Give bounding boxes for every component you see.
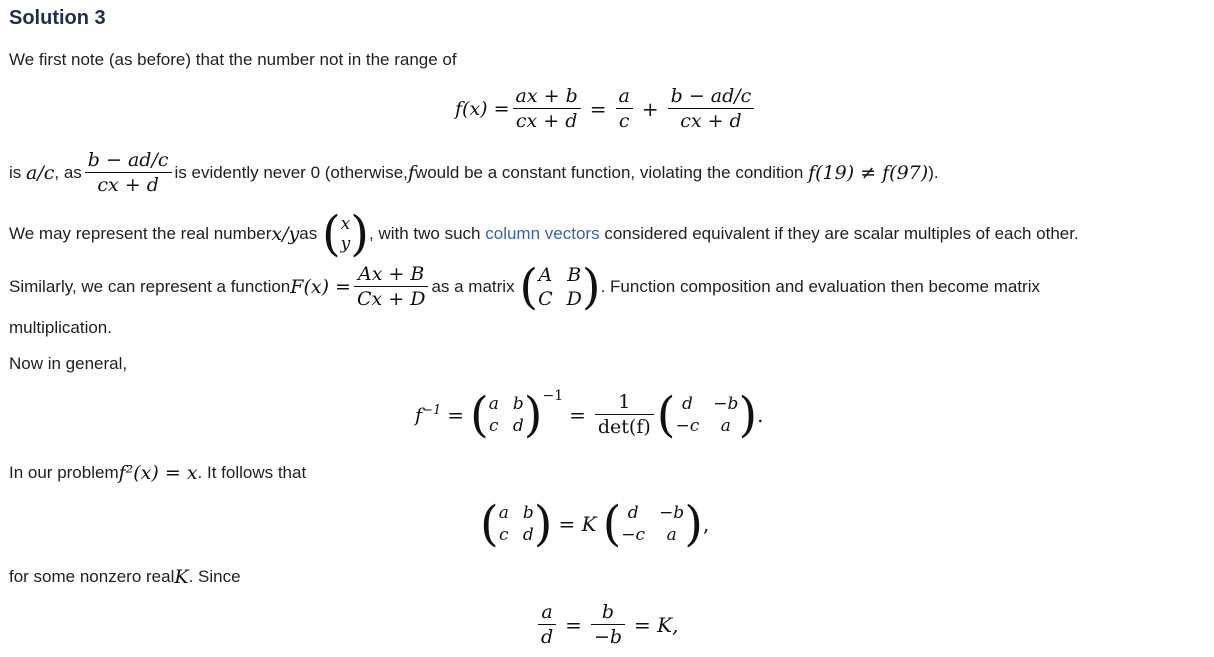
eq4-f1-numerator: a xyxy=(541,601,553,623)
equation-f-definition xyxy=(455,84,757,133)
eq1-f2-numerator: a xyxy=(618,85,630,107)
p4-text-post: . Function composition and evaluation then become matrix xyxy=(600,276,1040,296)
p4-matrix xyxy=(538,264,582,310)
p3-text-post2: considered equivalent if they are scalar multiples of each other. xyxy=(604,224,1079,243)
eq1-fraction-2 xyxy=(616,84,633,133)
eq2-matrix2-a: a xyxy=(720,415,731,436)
eq3-matrix-a: a xyxy=(498,503,509,523)
eq1-f1-numerator: ax + b xyxy=(515,85,578,107)
column-vectors-link[interactable]: column vectors xyxy=(485,224,600,243)
eq2-lhs: $f^{-1}$ xyxy=(415,402,442,427)
eq2-matrix-c: c xyxy=(489,415,499,436)
paragraph-multiplication: multiplication. xyxy=(9,318,112,337)
p4-matrix-c: C xyxy=(538,287,553,310)
eq1-lhs: f(x) = xyxy=(455,97,510,120)
eq3-matrix-2 xyxy=(621,503,684,545)
eq4-f2-denominator: −b xyxy=(593,626,623,648)
p4-frac-numerator: Ax + B xyxy=(358,263,425,285)
p4-matrix-d: D xyxy=(566,287,582,310)
p6-math: f²(x) = x xyxy=(118,462,198,484)
paragraph-nonzero-k xyxy=(9,566,241,588)
p3-left-paren: ( xyxy=(321,206,341,262)
eq3-equals-k: = K xyxy=(558,512,597,536)
p4-text-mid: as a matrix xyxy=(431,276,515,296)
p2-text-post: is evidently never 0 (otherwise, xyxy=(174,162,408,182)
eq3-matrix xyxy=(499,503,534,545)
eq4-f1-denominator: d xyxy=(541,626,554,648)
eq1-fraction-3 xyxy=(668,84,755,133)
eq4-equals-k: = K, xyxy=(634,612,679,637)
p2-text-mid: , as xyxy=(54,162,82,182)
eq2-equals-2: = xyxy=(569,402,586,427)
p4-right-paren: ) xyxy=(581,258,601,315)
p3-math-x-over-y: x/y xyxy=(271,223,300,245)
paragraph-range xyxy=(9,148,939,197)
eq4-fraction-2 xyxy=(591,600,625,649)
p4-text-pre: Similarly, we can represent a function xyxy=(9,276,291,296)
p4-math-F: F(x) = xyxy=(290,275,351,298)
paragraph-matrix xyxy=(9,258,1040,315)
eq4-equals: = xyxy=(565,612,582,637)
eq4-f2-numerator: b xyxy=(601,601,615,623)
eq2-matrix-b: b xyxy=(512,393,524,414)
eq3-matrix2-neg-b: −b xyxy=(659,503,685,523)
p2-math-a-over-c: a/c xyxy=(26,161,55,184)
p2-frac-numerator: b − ad/c xyxy=(87,149,169,171)
eq2-right-paren: ) xyxy=(523,386,543,443)
p3-text-pre: We may represent the real number xyxy=(9,224,272,243)
eq2-matrix-d: d xyxy=(512,415,524,436)
paragraph-column-vectors xyxy=(9,206,1079,262)
eq3-matrix2-d: d xyxy=(627,503,639,523)
eq2-period: . xyxy=(757,402,764,427)
eq2-frac-denominator: det(f) xyxy=(597,416,651,438)
eq2-matrix-2 xyxy=(676,394,739,436)
eq1-f3-denominator: cx + d xyxy=(680,110,742,132)
p3-vector-top: x xyxy=(340,214,351,234)
p4-matrix-a: A xyxy=(538,263,553,286)
p2-text-pre: is xyxy=(9,162,22,182)
p2-text-post2: would be a constant function, violating the condition xyxy=(414,162,804,182)
paragraph-general: Now in general, xyxy=(9,354,128,373)
eq1-f3-numerator: b − ad/c xyxy=(670,85,752,107)
eq1-equals: = xyxy=(589,96,607,121)
eq1-f2-denominator: c xyxy=(618,110,630,132)
eq3-matrix-c: c xyxy=(499,525,509,545)
p3-right-paren: ) xyxy=(350,206,370,262)
p4-frac-denominator: Cx + D xyxy=(356,288,426,310)
eq2-frac-numerator: 1 xyxy=(618,391,631,413)
eq3-left-paren-2: ( xyxy=(602,496,622,552)
eq2-left-paren-2: ( xyxy=(656,386,676,443)
equation-ratios xyxy=(535,600,684,649)
p2-text-end: ). xyxy=(928,162,939,182)
eq2-left-paren: ( xyxy=(469,386,489,443)
p7-text-post: . Since xyxy=(188,567,241,586)
eq3-left-paren: ( xyxy=(480,496,499,552)
p6-text-pre: In our problem xyxy=(9,463,119,482)
eq2-matrix-a: a xyxy=(488,393,499,414)
p3-text-post1: , with two such xyxy=(369,224,481,243)
paragraph-problem xyxy=(9,462,306,484)
eq2-matrix xyxy=(489,394,524,436)
p3-vector-bottom: y xyxy=(340,234,351,254)
paragraph-intro: We first note (as before) that the number not in the range of xyxy=(9,50,457,69)
equation-k-relation xyxy=(480,496,710,552)
p2-frac-denominator: cx + d xyxy=(97,174,159,196)
eq4-fraction-1 xyxy=(538,600,556,649)
eq2-matrix2-neg-c: −c xyxy=(675,415,700,436)
p3-vector xyxy=(341,214,351,254)
eq3-matrix2-neg-c: −c xyxy=(621,525,646,545)
p7-math-k: K xyxy=(174,566,189,588)
eq3-matrix-b: b xyxy=(522,503,534,523)
eq2-matrix2-neg-b: −b xyxy=(713,393,739,414)
p4-matrix-b: B xyxy=(567,263,582,286)
section-heading: Solution 3 xyxy=(9,7,106,29)
eq3-right-paren: ) xyxy=(533,496,553,552)
p6-text-post: . It follows that xyxy=(197,463,307,482)
p3-text-mid: as xyxy=(299,224,318,243)
eq2-matrix-superscript: −1 xyxy=(542,388,564,404)
eq1-f1-denominator: cx + d xyxy=(515,110,578,132)
p7-text-pre: for some nonzero real xyxy=(9,567,175,586)
eq2-matrix2-d: d xyxy=(681,393,693,414)
eq2-fraction xyxy=(595,390,654,439)
p2-math-condition: f(19) ≠ f(97) xyxy=(808,161,929,184)
p2-math-f: f xyxy=(407,161,415,184)
eq1-plus: + xyxy=(641,96,659,121)
eq3-matrix2-a: a xyxy=(666,525,677,545)
eq2-lhs-superscript: −1 xyxy=(422,402,442,418)
eq2-right-paren-2: ) xyxy=(738,386,758,443)
eq3-comma: , xyxy=(702,512,710,536)
eq2-equals: = xyxy=(447,402,464,427)
eq1-fraction-1 xyxy=(513,84,581,133)
equation-inverse xyxy=(415,386,764,443)
p4-left-paren: ( xyxy=(519,258,539,315)
eq3-right-paren-2: ) xyxy=(684,496,703,552)
eq3-matrix-d: d xyxy=(522,525,534,545)
p4-fraction xyxy=(354,262,429,311)
p2-fraction xyxy=(85,148,172,197)
